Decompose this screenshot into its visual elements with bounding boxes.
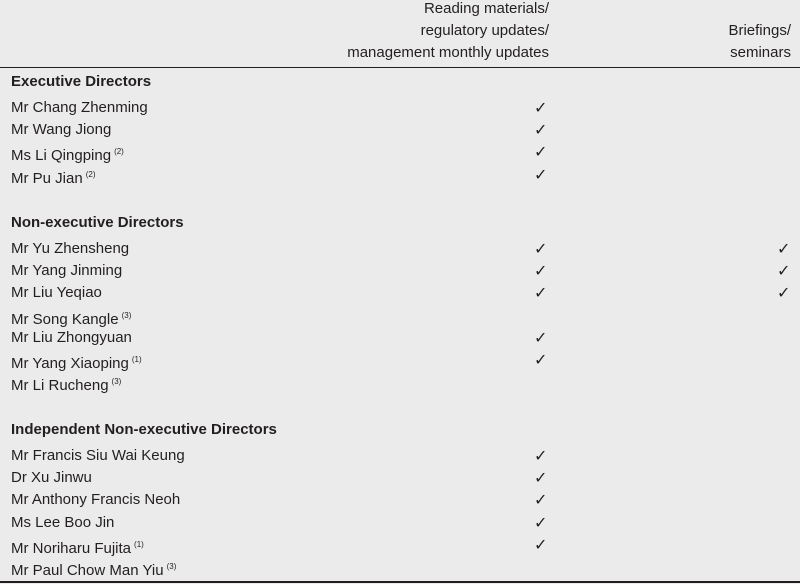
director-name-text: Ms Lee Boo Jin	[11, 513, 115, 531]
checkmark-icon: ✓	[777, 239, 791, 258]
director-name-text: Mr Wang Jiong	[11, 121, 112, 139]
director-name	[11, 489, 180, 511]
director-name-text: Mr Yu Zhensheng	[11, 240, 130, 257]
header-line: Briefings/	[728, 22, 791, 39]
director-name-text: Mr Yang Xiaoping	[11, 354, 129, 372]
footnote-marker: (3)	[111, 377, 122, 387]
director-name	[11, 445, 185, 467]
checkmark-icon: ✓	[777, 261, 791, 281]
checkmark-icon: ✓	[534, 468, 548, 488]
checkmark-icon: ✓	[534, 349, 548, 369]
director-name	[11, 164, 95, 190]
director-name	[11, 556, 176, 582]
header-line: management monthly updates	[347, 44, 549, 61]
director-name	[11, 282, 102, 304]
checkmark-icon: ✓	[534, 239, 548, 258]
section-rows	[0, 445, 800, 578]
checkmark-icon: ✓	[534, 327, 548, 347]
director-name	[11, 512, 114, 534]
director-name	[11, 119, 111, 141]
director-name	[11, 97, 148, 119]
director-name-text: Ms Li Qingping	[11, 147, 112, 165]
footnote-marker: (1)	[131, 354, 142, 364]
table-row	[0, 512, 800, 534]
footer-rule	[0, 581, 800, 583]
checkmark-icon: ✓	[534, 446, 548, 465]
checkmark-icon: ✓	[534, 261, 548, 281]
table-row	[0, 119, 800, 141]
header-line: Reading materials/	[423, 0, 549, 17]
table-row	[0, 327, 800, 349]
director-name-text: Mr Liu Yeqiao	[11, 284, 102, 302]
director-name-text: Mr Anthony Francis Neoh	[11, 491, 181, 509]
footnote-marker: (1)	[134, 539, 144, 549]
director-name-text: Mr Francis Siu Wai Keung	[11, 447, 185, 464]
table-header	[0, 0, 800, 64]
director-name-text: Mr Noriharu Fujita	[11, 539, 132, 557]
checkmark-icon: ✓	[534, 142, 548, 162]
director-name	[11, 327, 132, 349]
footnote-marker: (3)	[121, 310, 132, 320]
table-row	[0, 238, 800, 260]
director-name-text: Mr Pu Jian	[11, 169, 83, 187]
table-row	[0, 371, 800, 393]
header-rule	[0, 67, 800, 68]
checkmark-icon: ✓	[534, 98, 548, 117]
table-row	[0, 349, 800, 371]
director-name-text: Mr Paul Chow Man Yiu	[11, 561, 164, 579]
table-row	[0, 445, 800, 467]
checkmark-icon: ✓	[534, 534, 548, 554]
director-name	[11, 467, 92, 489]
table-row	[0, 467, 800, 489]
table-row	[0, 260, 800, 282]
column-header-briefings	[728, 20, 791, 64]
header-line: seminars	[730, 44, 791, 61]
director-name-text: Mr Yang Jinming	[11, 262, 123, 280]
checkmark-icon: ✓	[534, 490, 548, 510]
section-rows	[0, 238, 800, 393]
checkmark-icon: ✓	[534, 283, 548, 303]
director-name-text: Mr Song Kangle	[11, 310, 119, 328]
section-title: Independent Non-executive Directors	[11, 421, 277, 438]
director-name	[11, 371, 121, 397]
header-line: regulatory updates/	[420, 22, 549, 39]
table-row	[0, 282, 800, 304]
column-header-reading-materials	[347, 0, 549, 64]
director-name-text: Dr Xu Jinwu	[11, 469, 92, 487]
footnote-marker: (2)	[114, 147, 124, 157]
section-title: Non-executive Directors	[11, 214, 184, 231]
director-name-text: Mr Li Rucheng	[11, 377, 109, 395]
footnote-marker: (2)	[85, 169, 96, 179]
table-row	[0, 556, 800, 578]
section-title: Executive Directors	[11, 73, 152, 90]
table-row	[0, 489, 800, 511]
table-row	[0, 164, 800, 186]
checkmark-icon: ✓	[777, 283, 791, 303]
checkmark-icon: ✓	[534, 512, 548, 532]
footnote-marker: (3)	[166, 561, 177, 571]
table-row	[0, 305, 800, 327]
section-rows	[0, 97, 800, 186]
table-row	[0, 534, 800, 556]
checkmark-icon: ✓	[534, 164, 548, 184]
table-row	[0, 141, 800, 163]
table-row	[0, 97, 800, 119]
director-name-text: Mr Liu Zhongyuan	[11, 328, 132, 346]
director-name	[11, 260, 122, 282]
checkmark-icon: ✓	[534, 120, 548, 140]
director-name-text: Mr Chang Zhenming	[11, 99, 148, 116]
director-name	[11, 238, 129, 260]
